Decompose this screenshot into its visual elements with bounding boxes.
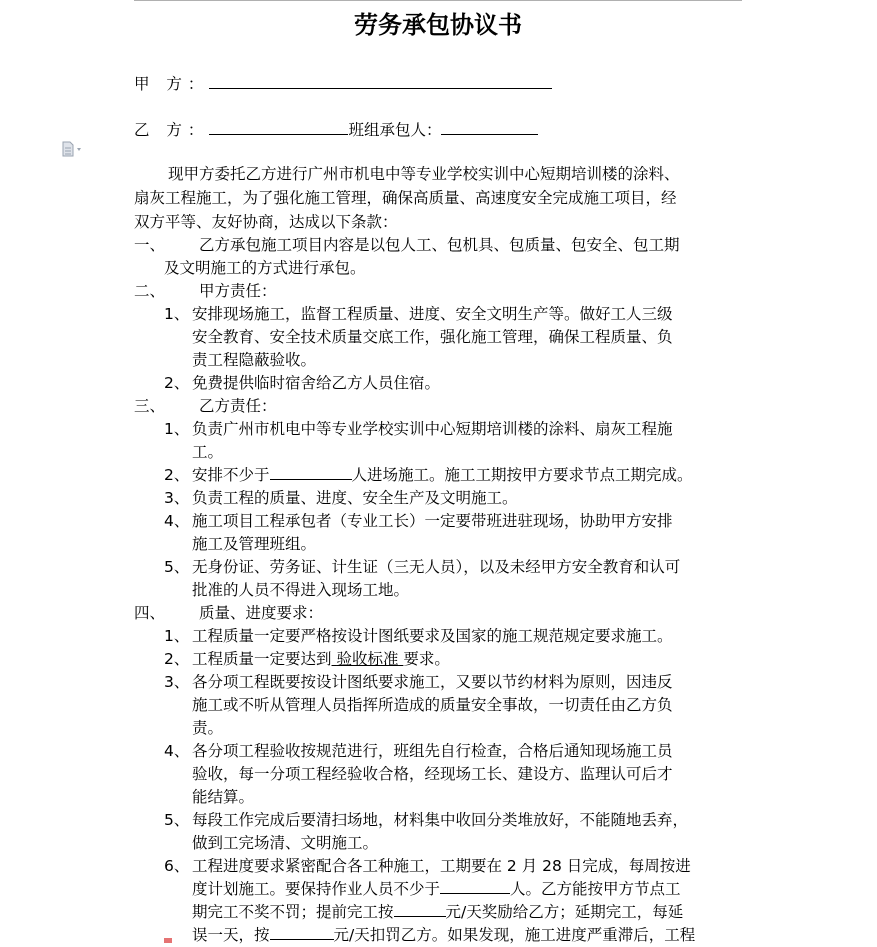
item-text: 做到工完场清、文明施工。 [192,834,379,852]
item-text: 安排不少于 [192,466,270,484]
item-text-with-blank [192,923,695,947]
item-text: 无身份证、劳务证、计生证（三无人员），以及未经甲方安全教育和认可 [192,558,681,576]
min-workers-blank[interactable] [440,877,510,894]
bonus-per-day-blank[interactable] [394,900,446,917]
item-text: 责。 [192,719,224,737]
item-text: 免费提供临时宿舍给乙方人员住宿。 [192,374,441,392]
section-4-number: 四、 [134,604,166,622]
item-text: 施工或不听从管理人员指挥所造成的质量安全事故，一切责任由乙方负 [192,696,673,714]
section-4-heading: 质量、进度要求： [199,604,324,622]
item-text: 安排现场施工，监督工程质量、进度、安全文明生产等。做好工人三级 [192,305,673,323]
item-text: 人。乙方能按甲方节点工 [510,880,681,898]
item-text-with-blank [192,463,693,487]
item-text: 工。 [192,443,224,461]
item-text: 施工及管理班组。 [192,535,317,553]
item-text: 人进场施工。施工工期按甲方要求节点工期完成。 [351,466,693,484]
item-number: 5、 [164,811,190,829]
party-a-label: 甲 方： [134,75,210,93]
item-text: 负责广州市机电中等专业学校实训中心短期培训楼的涂料、扇灰工程施 [192,420,673,438]
document-options-icon[interactable] [61,141,83,157]
item-text: 工程进度要求紧密配合各工种施工，工期要在 2 月 28 日完成，每周按进 [192,857,691,875]
intro-line: 双方平等、友好协商，达成以下条款： [134,213,398,231]
item-text: 施工项目工程承包者（专业工长）一定要带班进驻现场，协助甲方安排 [192,512,673,530]
party-a-blank[interactable] [209,72,552,89]
section-3-number: 三、 [134,397,166,415]
team-contractor-label: 班组承包人： [348,121,442,139]
item-text: 负责工程的质量、进度、安全生产及文明施工。 [192,489,518,507]
party-a-row [134,72,552,96]
item-number: 1、 [164,627,190,645]
item-text: 每段工作完成后要清扫场地，材料集中收回分类堆放好，不能随地丢弃， [192,811,689,829]
penalty-per-day-blank[interactable] [270,923,334,940]
item-text-with-fill [192,647,450,671]
item-number: 4、 [164,512,190,530]
section-2-number: 二、 [134,282,166,300]
party-b-label: 乙 方： [134,121,210,139]
item-text: 元/天扣罚乙方。如果发现，施工进度严重滞后，工程 [333,926,696,944]
item-text: 安全教育、安全技术质量交底工作，强化施工管理，确保工程质量、负 [192,328,673,346]
acceptance-standard-text: 验收标准 [336,650,399,668]
intro-line: 现甲方委托乙方进行广州市机电中等专业学校实训中心短期培训楼的涂料、 [168,165,680,183]
page-top-rule [134,0,742,1]
item-text: 期完工不奖不罚；提前完工按 [192,903,394,921]
item-number: 3、 [164,673,190,691]
section-1-text: 及文明施工的方式进行承包。 [164,259,366,277]
item-text: 责工程隐蔽验收。 [192,351,317,369]
item-text: 误一天，按 [192,926,270,944]
item-text: 要求。 [403,650,450,668]
item-text: 各分项工程既要按设计图纸要求施工，又要以节约材料为原则，因违反 [192,673,673,691]
item-text: 批准的人员不得进入现场工地。 [192,581,410,599]
section-3-heading: 乙方责任： [199,397,277,415]
item-number: 1、 [164,305,190,323]
item-number: 3、 [164,489,190,507]
item-number: 2、 [164,374,190,392]
acceptance-standard-fill[interactable] [332,650,404,668]
item-text: 验收，每一分项工程经验收合格，经现场工长、建设方、监理认可后才 [192,765,673,783]
item-text: 能结算。 [192,788,255,806]
item-text: 工程质量一定要严格按设计图纸要求及国家的施工规范规定要求施工。 [192,627,673,645]
item-number: 6、 [164,857,190,875]
item-text-with-blank [192,877,681,901]
document-title: 劳务承包协议书 [354,10,522,39]
item-text: 元/天奖励给乙方；延期完工，每延 [445,903,684,921]
section-1-text: 乙方承包施工项目内容是以包人工、包机具、包质量、包安全、包工期 [199,236,680,254]
team-contractor-blank[interactable] [441,118,538,135]
item-text: 工程质量一定要达到 [192,650,332,668]
party-b-row [134,118,538,142]
item-text-with-blank [192,900,683,924]
section-1-number: 一、 [134,236,166,254]
item-number: 2、 [164,466,190,484]
section-2-heading: 甲方责任： [199,282,277,300]
worker-count-blank[interactable] [270,463,352,480]
item-number: 1、 [164,420,190,438]
party-b-blank[interactable] [209,118,348,135]
item-text: 度计划施工。要保持作业人员不少于 [192,880,441,898]
item-number: 5、 [164,558,190,576]
item-text: 各分项工程验收按规范进行，班组先自行检查，合格后通知现场施工员 [192,742,673,760]
item-number: 2、 [164,650,190,668]
revision-marker [164,938,172,943]
item-number: 4、 [164,742,190,760]
intro-line: 扇灰工程施工，为了强化施工管理，确保高质量、高速度安全完成施工项目，经 [134,189,677,207]
